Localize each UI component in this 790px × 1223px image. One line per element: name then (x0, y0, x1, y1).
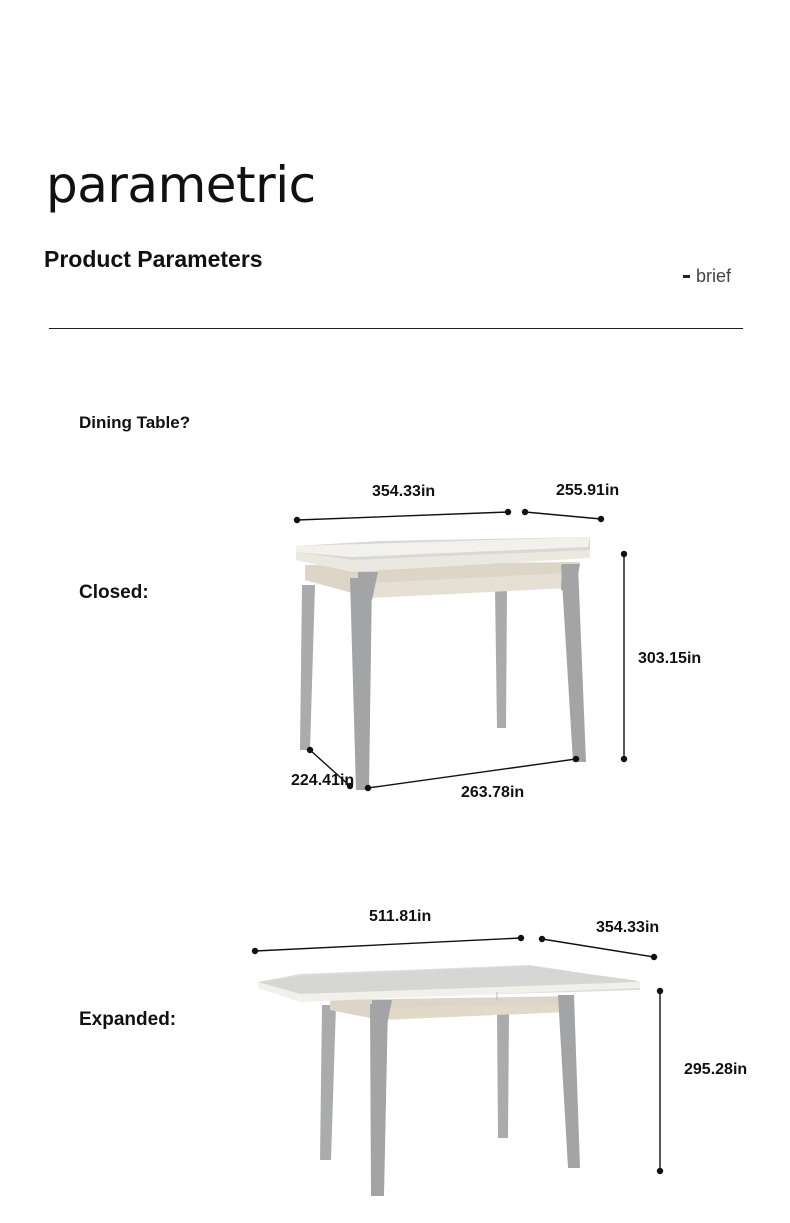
expanded-front-leg-right (558, 995, 580, 1168)
closed-table-image (294, 509, 627, 791)
expanded-height-label: 295.28in (684, 1061, 748, 1078)
brief-text: brief (696, 266, 732, 286)
expanded-table-image (252, 935, 663, 1196)
closed-front-leg-right (561, 565, 586, 762)
closed-top-length-label: 354.33in (372, 483, 436, 500)
page-title: parametric (46, 156, 316, 214)
closed-base-depth-label: 224.41in (291, 772, 355, 789)
expanded-top-depth-label: 354.33in (596, 919, 660, 936)
expanded-back-leg-right (497, 1010, 509, 1138)
closed-height-label: 303.15in (638, 650, 702, 667)
closed-top-depth-label: 255.91in (556, 482, 620, 499)
expanded-back-leg-left (320, 1005, 336, 1160)
product-name: Dining Table? (79, 413, 191, 432)
closed-back-leg-left (300, 585, 315, 750)
closed-base-length-label: 263.78in (461, 784, 525, 801)
section-heading: Product Parameters (44, 246, 263, 272)
closed-front-leg-left (350, 578, 372, 790)
expanded-top-length-label: 511.81in (369, 908, 432, 925)
expanded-front-leg-left (370, 1004, 388, 1196)
expanded-label: Expanded: (79, 1009, 177, 1030)
closed-back-leg-right (495, 588, 507, 728)
closed-label: Closed: (79, 582, 149, 603)
